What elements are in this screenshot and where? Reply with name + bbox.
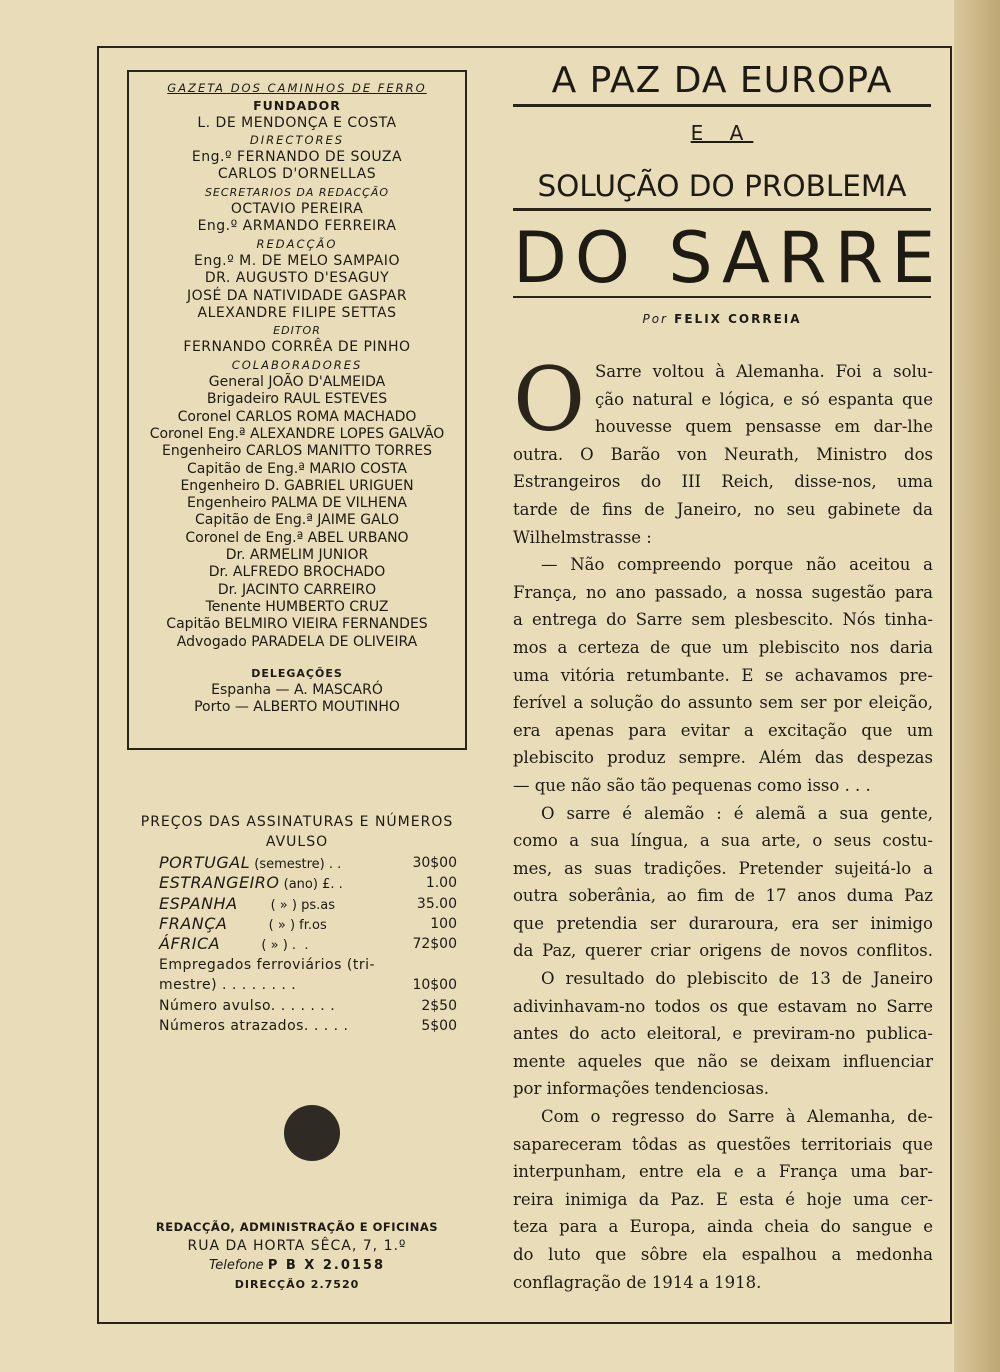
fundador-name: L. DE MENDONÇA E COSTA xyxy=(197,114,397,131)
article-line: a entrega do Sarre sem plesbescito. Nós tinha- xyxy=(513,610,933,630)
headline-connector-text: E A xyxy=(690,121,754,145)
price-label: PORTUGAL xyxy=(159,852,251,872)
footer-phone xyxy=(127,1256,467,1275)
price-value: 35.00 xyxy=(416,895,457,912)
colaborador-name: Advogado PARADELA DE OLIVEIRA xyxy=(176,633,418,650)
price-label: Empregados ferroviários (tri- xyxy=(159,956,376,973)
price-row xyxy=(127,955,467,975)
colaboradores-heading: COLABORADORES xyxy=(231,357,363,372)
article-line: adivinhavam-no todos os que estavam no Sarre xyxy=(513,996,933,1016)
price-value: 10$00 xyxy=(412,977,457,994)
colaborador-name: Engenheiro CARLOS MANITTO TORRES xyxy=(161,443,432,460)
colaborador-name: Dr. ARMELIM JUNIOR xyxy=(225,547,369,564)
price-label: FRANÇA xyxy=(159,913,228,933)
article-line: por informações tendenciosas. xyxy=(513,1079,770,1099)
price-label: ESPANHA xyxy=(159,893,238,913)
price-period: ( » ) . . xyxy=(220,938,309,954)
article-line: ção natural e lógica, e só espanta que xyxy=(595,389,933,409)
article-line: uma vitória retumbante. E se achavamos pre- xyxy=(513,665,933,685)
article-line: ferível a solução do assunto sem ser por eleição, xyxy=(513,693,933,713)
redaccao-heading: REDACÇÃO xyxy=(256,236,338,251)
footer-phone-number: P B X 2.0158 xyxy=(267,1258,386,1273)
secretario-name: OCTAVIO PEREIRA xyxy=(230,201,364,218)
article-line: era apenas para evitar a excitação que um xyxy=(513,720,933,740)
price-value: 30$00 xyxy=(412,854,457,871)
headline-main: A PAZ DA EUROPA xyxy=(513,58,931,107)
headline-sub: SOLUÇÃO DO PROBLEMA xyxy=(513,164,931,211)
article-line: outra. O Barão von Neurath, Ministro dos xyxy=(513,444,933,464)
footer-direction-phone: DIRECÇÃO 2.7520 xyxy=(234,1278,360,1291)
colaborador-name: Dr. JACINTO CARREIRO xyxy=(217,581,377,598)
article-line: Com o regresso do Sarre à Alemanha, de- xyxy=(541,1107,933,1127)
byline xyxy=(513,312,931,326)
colaborador-name: Tenente HUMBERTO CRUZ xyxy=(205,598,389,615)
redaccao-name: DR. AUGUSTO D'ESAGUY xyxy=(204,270,390,287)
editor-heading: EDITOR xyxy=(273,324,321,338)
price-value: 100 xyxy=(430,915,457,932)
article-line: Wilhelmstrasse : xyxy=(513,527,652,547)
price-period: (semestre) . . xyxy=(250,856,342,872)
drop-cap: O xyxy=(513,348,586,451)
article-line: tarde de fins de Janeiro, no seu gabinete da xyxy=(513,499,933,519)
price-label: ÁFRICA xyxy=(159,934,221,954)
redaccao-name: Eng.º M. DE MELO SAMPAIO xyxy=(194,252,400,269)
article-line: Sarre voltou à Alemanha. Foi a solu- xyxy=(595,362,933,381)
headline-large: DO SARRE xyxy=(513,217,944,299)
price-period: (ano) £. . xyxy=(279,877,343,893)
article-line: plebiscito produz sempre. Além das despezas xyxy=(513,748,933,768)
colaborador-name: Engenheiro PALMA DE VILHENA xyxy=(187,495,407,512)
secretario-name: Eng.º ARMANDO FERREIRA xyxy=(197,218,397,235)
delegacao-entry: Porto — ALBERTO MOUTINHO xyxy=(194,699,400,716)
article-line: como a sua língua, a sua arte, o seus costu- xyxy=(513,831,933,851)
director-name: CARLOS D'ORNELLAS xyxy=(217,166,377,183)
ornament-dot xyxy=(284,1105,340,1161)
price-row xyxy=(127,873,467,893)
article-line: teza para a Europa, ainda cheia do sangue e xyxy=(513,1217,933,1237)
article-line: antes do acto eleitoral, e previram-no publica- xyxy=(513,1024,933,1044)
article-line: houvesse quem pensasse em dar-lhe xyxy=(595,417,933,437)
directores-heading: DIRECTORES xyxy=(249,132,345,147)
article-line: — que não são tão pequenas como isso . . . xyxy=(513,775,871,795)
subscription-prices xyxy=(127,812,467,1036)
price-value: 1.00 xyxy=(425,875,457,892)
price-label: ESTRANGEIRO xyxy=(159,873,280,893)
colaborador-name: Coronel Eng.ª ALEXANDRE LOPES GALVÃO xyxy=(149,425,445,442)
colaborador-name: General JOÃO D'ALMEIDA xyxy=(208,374,386,391)
footer-offices: REDACÇÃO, ADMINISTRAÇÃO E OFICINAS xyxy=(155,1220,439,1234)
article-line: interpunham, entre ela e a França uma bar- xyxy=(513,1162,933,1182)
secretarios-heading: SECRETARIOS DA REDACÇÃO xyxy=(204,185,390,199)
byline-author: FELIX CORREIA xyxy=(674,312,802,326)
headline-connector xyxy=(513,120,931,146)
page-edge xyxy=(954,0,1000,1372)
article-line: mos a certeza de que um plebiscito nos daria xyxy=(513,637,933,657)
price-value: 5$00 xyxy=(421,1017,457,1034)
delegacao-entry: Espanha — A. MASCARÓ xyxy=(211,682,383,699)
delegacoes-heading: DELEGAÇÕES xyxy=(251,666,343,680)
prices-title-cont: AVULSO xyxy=(265,834,329,851)
price-row xyxy=(127,853,467,873)
byline-prefix: Por xyxy=(642,312,668,326)
article-line: Estrangeiros do III Reich, disse-nos, uma xyxy=(513,472,933,492)
article-line: — Não compreendo porque não aceitou a xyxy=(541,555,933,575)
colaborador-name: Capitão BELMIRO VIEIRA FERNANDES xyxy=(166,616,428,633)
article-line: outra soberânia, ao fim de 17 anos duma Paz xyxy=(513,886,933,906)
article-line: mes, as suas tradições. Pretender sujeitá-lo a xyxy=(513,858,933,878)
price-label: Números atrazados. . . . . xyxy=(159,1017,349,1034)
director-name: Eng.º FERNANDO DE SOUZA xyxy=(191,149,403,166)
price-period: ( » ) ps.as xyxy=(237,897,335,913)
article-line: reira inimiga da Paz. E esta é hoje uma cer- xyxy=(513,1189,933,1209)
masthead-publication-name: GAZETA DOS CAMINHOS DE FERRO xyxy=(167,81,427,95)
article-line: O sarre é alemão : é alemã a sua gente, xyxy=(541,803,933,823)
article-line: mente aqueles que não se deixam influenciar xyxy=(513,1051,933,1071)
article-line: conflagração de 1914 a 1918. xyxy=(513,1272,762,1292)
price-row xyxy=(127,914,467,934)
masthead-box xyxy=(127,70,467,750)
article-line: da Paz, querer criar origens de novos conflitos. xyxy=(513,941,933,961)
redaccao-name: ALEXANDRE FILIPE SETTAS xyxy=(197,304,397,321)
colaborador-name: Engenheiro D. GABRIEL URIGUEN xyxy=(180,477,414,494)
publisher-footer xyxy=(127,1218,467,1294)
price-value: 72$00 xyxy=(412,936,457,953)
article-body xyxy=(513,348,933,1296)
price-label: mestre) . . . . . . . . xyxy=(159,977,297,994)
price-row xyxy=(127,996,467,1016)
redaccao-name: JOSÉ DA NATIVIDADE GASPAR xyxy=(186,287,408,304)
article-line: do luto que sôbre ela espalhou a medonha xyxy=(513,1245,933,1264)
article-line: O resultado do plebiscito de 13 de Janeiro xyxy=(541,969,933,989)
colaborador-name: Capitão de Eng.ª JAIME GALO xyxy=(195,512,399,529)
price-row xyxy=(127,934,467,954)
article-line: França, no ano passado, a nossa sugestão para xyxy=(513,582,933,602)
price-row xyxy=(127,1016,467,1036)
footer-phone-label: Telefone xyxy=(208,1258,268,1273)
editor-name: FERNANDO CORRÊA DE PINHO xyxy=(183,339,411,356)
article-line: que pretendia ser duraroura, era ser inimigo xyxy=(513,913,933,933)
prices-title: PREÇOS DAS ASSINATURAS E NÚMEROS xyxy=(140,814,454,830)
footer-address: RUA DA HORTA SÊCA, 7, 1.º xyxy=(187,1238,407,1254)
price-value: 2$50 xyxy=(421,997,457,1014)
price-label: Número avulso. . . . . . . xyxy=(159,997,336,1014)
colaborador-name: Dr. ALFREDO BROCHADO xyxy=(208,564,386,581)
colaborador-name: Coronel de Eng.ª ABEL URBANO xyxy=(185,529,409,546)
price-row xyxy=(127,894,467,914)
price-row xyxy=(127,975,467,995)
colaborador-name: Coronel CARLOS ROMA MACHADO xyxy=(177,408,417,425)
spacer xyxy=(129,651,465,665)
colaborador-name: Capitão de Eng.ª MARIO COSTA xyxy=(187,460,407,477)
article-line: sapareceram tôdas as questões territoriais que xyxy=(513,1134,933,1154)
fundador-heading: FUNDADOR xyxy=(253,98,341,114)
colaborador-name: Brigadeiro RAUL ESTEVES xyxy=(206,391,388,408)
price-period: ( » ) fr.os xyxy=(227,917,327,933)
